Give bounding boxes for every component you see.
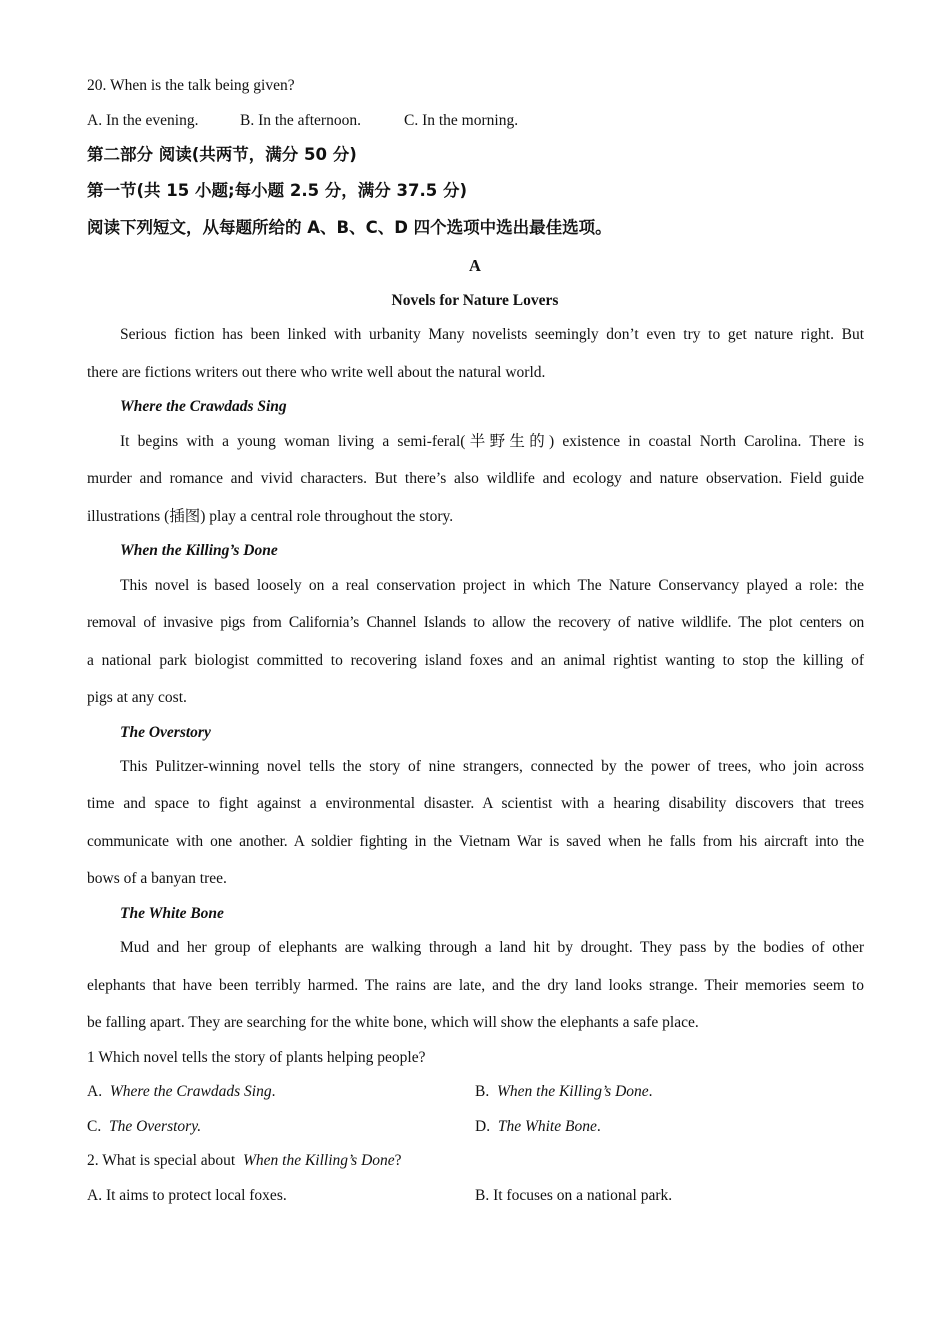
- book-white-bone-line-1: Mud and her group of elephants are walking through a land hit by drought. They pass by the bodies of other: [120, 939, 864, 956]
- passage-title: Novels for Nature Lovers: [391, 292, 559, 309]
- q1-options-row-2: [87, 1117, 864, 1137]
- q1-option-b: B. When the Killing’s Done.: [475, 1083, 653, 1100]
- q1-option-a-title: Where the Crawdads Sing: [109, 1083, 272, 1100]
- book-overstory-line-2: time and space to fight against a environmental disaster. A scientist with a hearing disability discovers that trees: [87, 795, 864, 812]
- book-white-bone-line-3: be falling apart. They are searching for the white bone, which will show the elephants a safe place.: [87, 1014, 699, 1031]
- book-killing-line-3: a national park biologist committed to recovering island foxes and an animal rightist wanting to stop the killing of: [87, 652, 864, 669]
- book-title-overstory: The Overstory: [120, 724, 211, 741]
- q20-option-b: B. In the afternoon.: [240, 112, 361, 129]
- book-title-killing: When the Killing’s Done: [120, 542, 278, 559]
- book-killing-line-2: removal of invasive pigs from California’s Channel Islands to allow the recovery of native wildlife. The plot centers on: [87, 614, 864, 631]
- q1-option-a: A. Where the Crawdads Sing.: [87, 1083, 276, 1100]
- part-title: 第二部分 阅读(共两节，满分 50 分): [87, 145, 357, 164]
- q1-question: 1 Which novel tells the story of plants helping people?: [87, 1049, 426, 1066]
- book-crawdads-line-1: It begins with a young woman living a semi-feral(半野生的) existence in coastal North Carolina. There is: [120, 433, 864, 450]
- passage-letter: A: [469, 256, 481, 275]
- q2-question-title: When the Killing’s Done: [242, 1152, 395, 1169]
- book-killing-line-1: This novel is based loosely on a real conservation project in which The Nature Conservancy played a role: the: [120, 577, 864, 594]
- book-crawdads-line-3: illustrations (插图) play a central role throughout the story.: [87, 508, 454, 525]
- book-title-white-bone: The White Bone: [120, 905, 224, 922]
- q2-options-row-1: [87, 1186, 864, 1206]
- q20-option-c: C. In the morning.: [404, 112, 519, 129]
- book-overstory-line-3: communicate with one another. A soldier fighting in the Vietnam War is saved when he falls from his aircraft into the: [87, 833, 864, 850]
- book-overstory-line-1: This Pulitzer-winning novel tells the story of nine strangers, connected by the power of trees, who join across: [120, 758, 864, 775]
- q1-option-d: D. The White Bone.: [475, 1118, 601, 1135]
- q20-options: [87, 111, 864, 131]
- instruction: 阅读下列短文，从每题所给的 A、B、C、D 四个选项中选出最佳选项。: [87, 218, 612, 237]
- q2-question: 2. What is special about When the Killing’s Done?: [87, 1152, 402, 1169]
- q1-options-row-1: [87, 1082, 864, 1102]
- q1-option-d-title: The White Bone: [497, 1118, 597, 1135]
- q20-option-a: A. In the evening.: [87, 112, 199, 129]
- intro-line-2: there are fictions writers out there who write well about the natural world.: [87, 364, 546, 381]
- book-overstory-line-4: bows of a banyan tree.: [87, 870, 227, 887]
- sub-section-title: 第一节(共 15 小题;每小题 2.5 分，满分 37.5 分): [87, 181, 468, 200]
- q2-option-a: A. It aims to protect local foxes.: [87, 1187, 287, 1204]
- q1-option-c: C. The Overstory.: [87, 1118, 202, 1135]
- book-killing-line-4: pigs at any cost.: [87, 689, 187, 706]
- q1-option-c-title: The Overstory: [108, 1118, 198, 1135]
- q2-option-b: B. It focuses on a national park.: [475, 1187, 673, 1204]
- book-title-crawdads: Where the Crawdads Sing: [120, 398, 287, 415]
- book-crawdads-line-2: murder and romance and vivid characters. But there’s also wildlife and ecology and nature observation. Field guide: [87, 470, 864, 487]
- q1-option-b-title: When the Killing’s Done: [496, 1083, 649, 1100]
- intro-line-1: Serious fiction has been linked with urbanity Many novelists seemingly don’t even try to get nature right. But: [120, 326, 864, 343]
- book-white-bone-line-2: elephants that have been terribly harmed. The rains are late, and the dry land looks strange. Their memories seem to: [87, 977, 864, 994]
- q20-question: 20. When is the talk being given?: [87, 77, 295, 94]
